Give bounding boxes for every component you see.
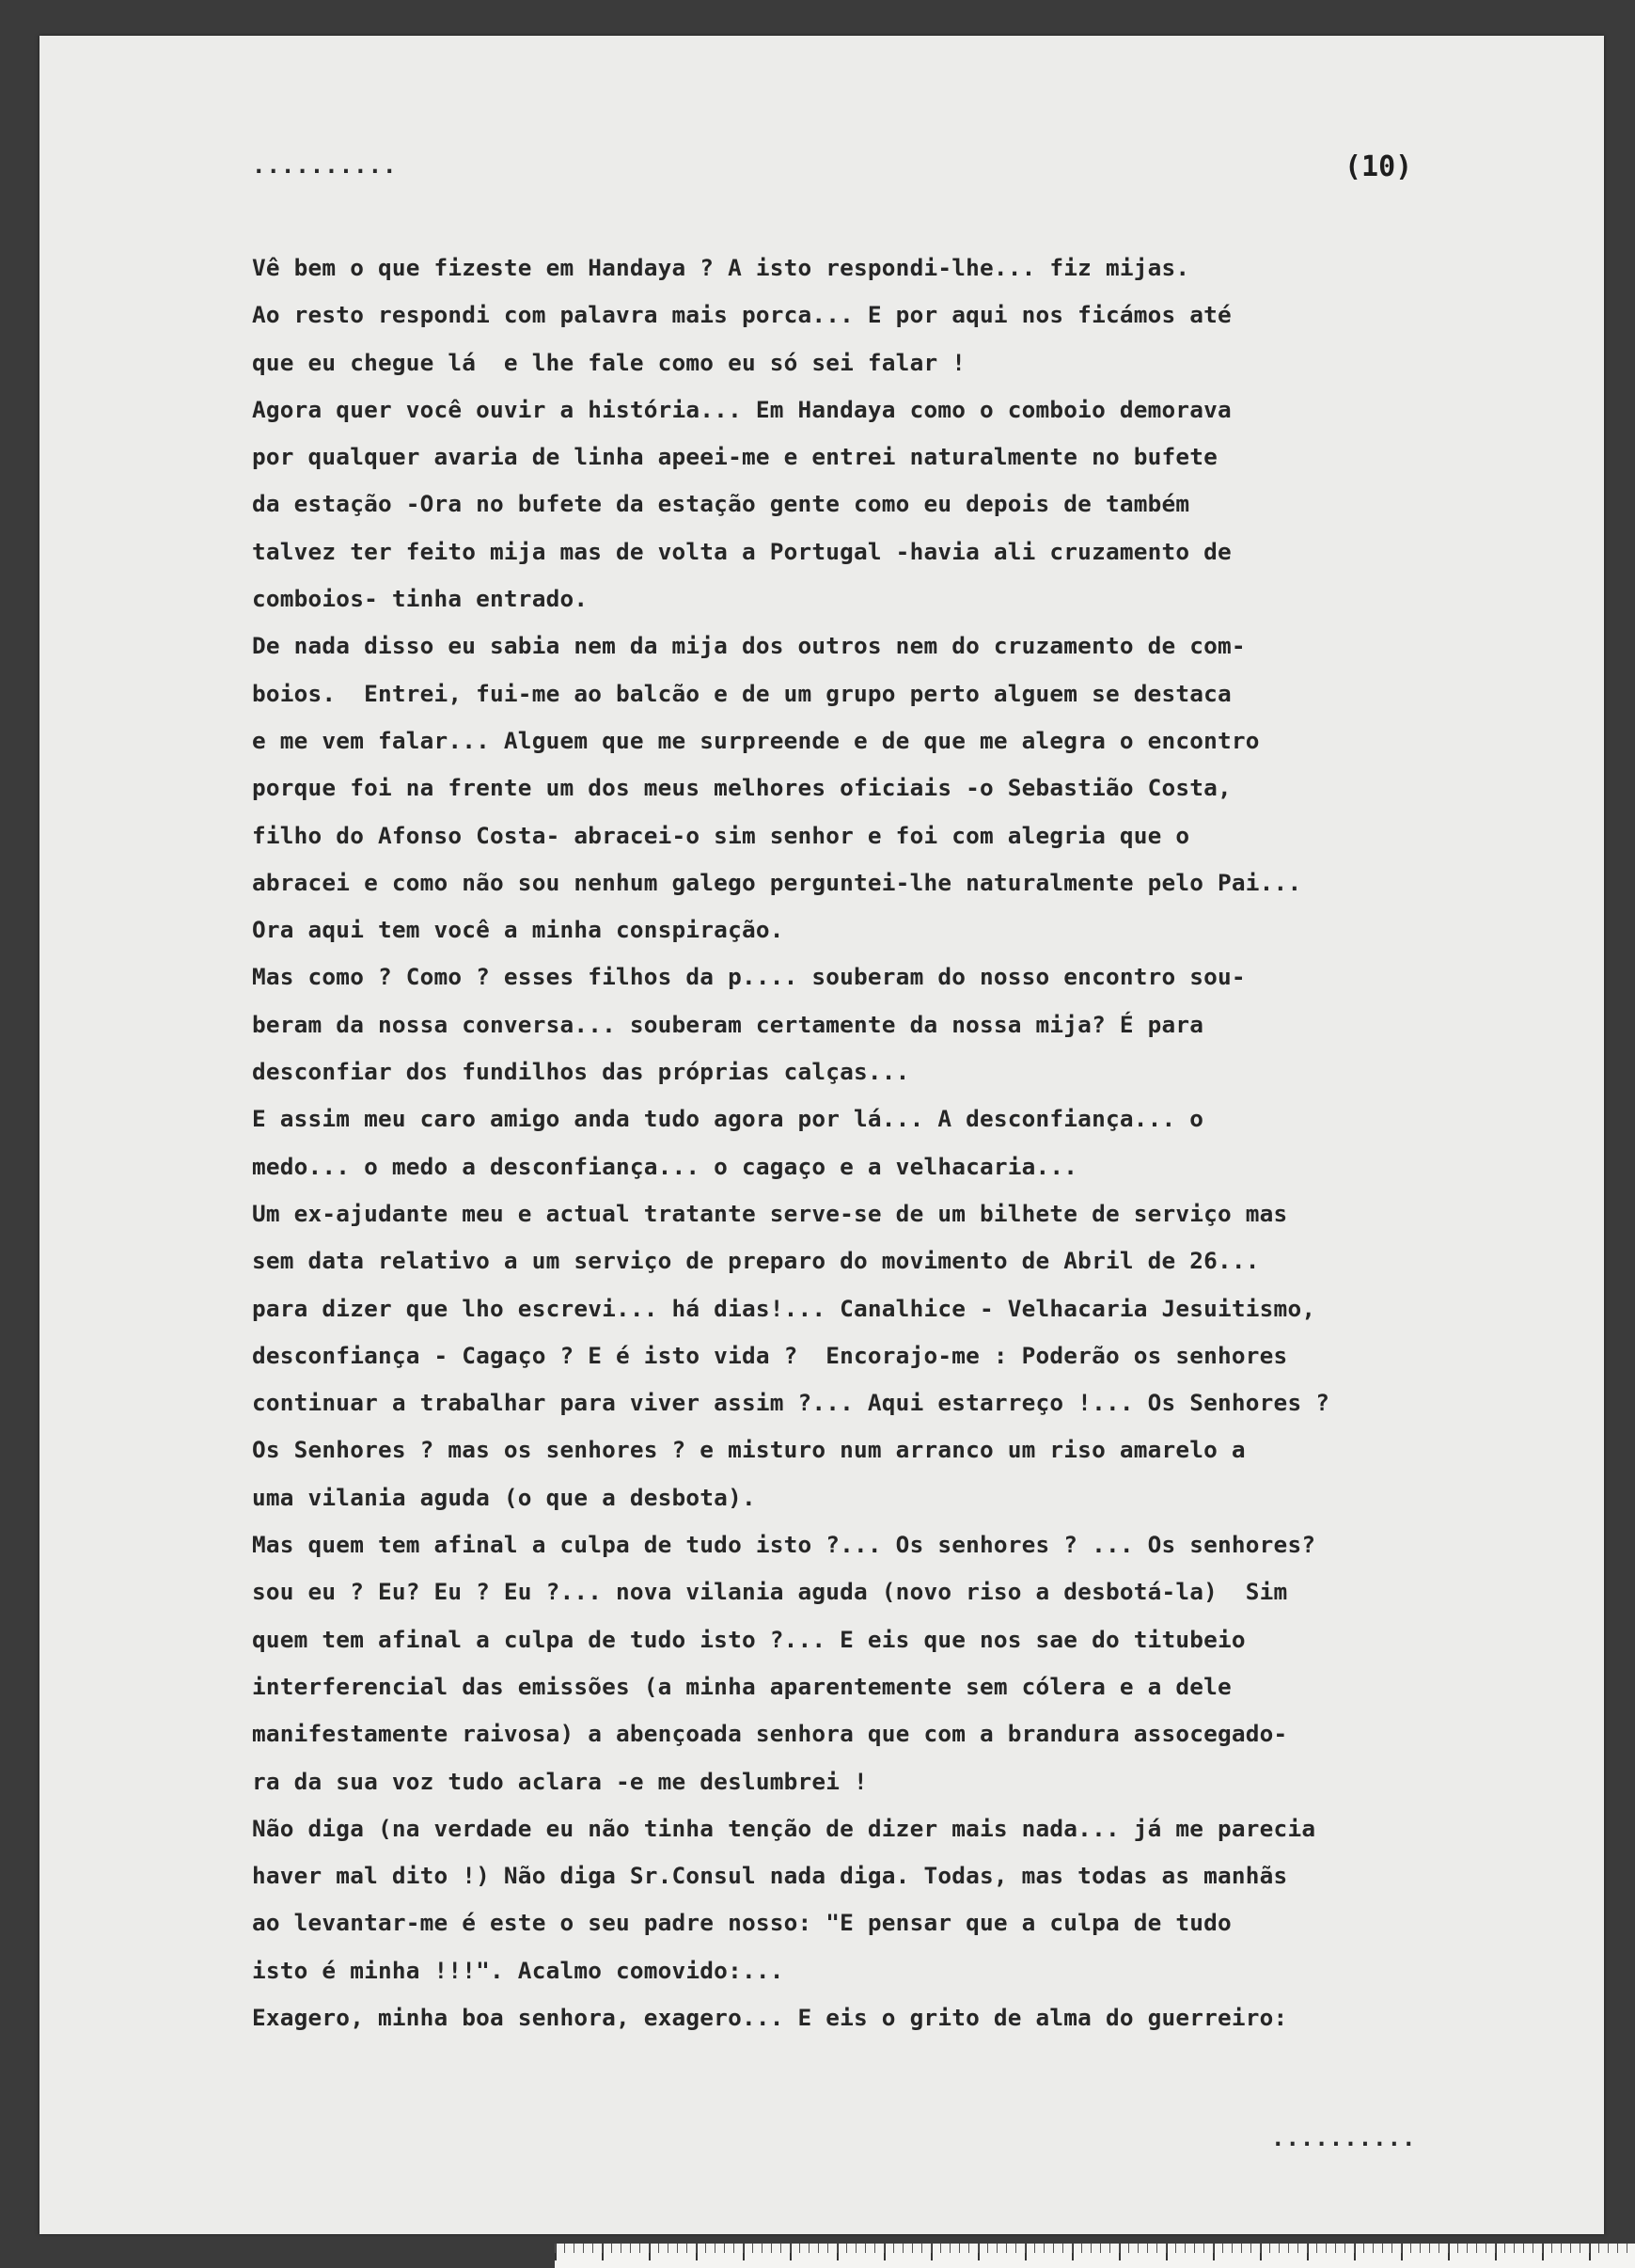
text-line: continuar a trabalhar para viver assim ?... Aqui estarreço !... Os Senhores ? (252, 1389, 1330, 1417)
text-line: medo... o medo a desconfiança... o cagaço e a velhacaria... (252, 1152, 1078, 1180)
text-line: ao levantar-me é este o seu padre nosso: "E pensar que a culpa de tudo (252, 1909, 1232, 1937)
text-line: uma vilania aguda (o que a desbota). (252, 1483, 756, 1511)
text-line: abracei e como não sou nenhum galego perguntei-lhe naturalmente pelo Pai... (252, 868, 1302, 896)
text-line: Ora aqui tem você a minha conspiração. (252, 916, 784, 944)
text-line: para dizer que lho escrevi... há dias!... Canalhice - Velhacaria Jesuitismo, (252, 1294, 1316, 1322)
text-line: Um ex-ajudante meu e actual tratante serve-se de um bilhete de serviço mas (252, 1199, 1288, 1227)
text-line: comboios- tinha entrado. (252, 585, 589, 613)
text-line: ra da sua voz tudo aclara -e me deslumbrei ! (252, 1767, 868, 1795)
header-continuation-marker: .......... (252, 152, 398, 179)
text-line: interferencial das emissões (a minha aparentemente sem cólera e a dele (252, 1672, 1232, 1700)
text-line: Mas quem tem afinal a culpa de tudo isto ?... Os senhores ? ... Os senhores? (252, 1531, 1316, 1559)
text-line: sou eu ? Eu? Eu ? Eu ?... nova vilania aguda (novo riso a desbotá-la) Sim (252, 1578, 1288, 1606)
text-line: beram da nossa conversa... souberam certamente da nossa mija? É para (252, 1010, 1204, 1038)
text-line: e me vem falar... Alguem que me surpreende e de que me alegra o encontro (252, 726, 1260, 754)
text-line: quem tem afinal a culpa de tudo isto ?... E eis que nos sae do titubeio (252, 1625, 1246, 1653)
text-line: talvez ter feito mija mas de volta a Portugal -havia ali cruzamento de (252, 537, 1232, 565)
text-line: por qualquer avaria de linha apeei-me e entrei naturalmente no bufete (252, 443, 1218, 471)
text-line: De nada disso eu sabia nem da mija dos outros nem do cruzamento de com- (252, 632, 1246, 660)
text-line: desconfiar dos fundilhos das próprias calças... (252, 1058, 910, 1086)
text-line: Exagero, minha boa senhora, exagero... E eis o grito de alma do guerreiro: (252, 2003, 1288, 2031)
text-line: sem data relativo a um serviço de preparo do movimento de Abril de 26... (252, 1247, 1260, 1275)
text-line: Não diga (na verdade eu não tinha tenção de dizer mais nada... já me parecia (252, 1814, 1316, 1842)
text-line: da estação -Ora no bufete da estação gente como eu depois de também (252, 490, 1190, 518)
text-line: boios. Entrei, fui-me ao balcão e de um grupo perto alguem se destaca (252, 679, 1232, 707)
text-line: que eu chegue lá e lhe fale como eu só sei falar ! (252, 348, 967, 376)
footer-continuation-marker: .......... (1271, 2125, 1417, 2151)
text-line: E assim meu caro amigo anda tudo agora por lá... A desconfiança... o (252, 1105, 1204, 1133)
ruler-ticks (555, 2244, 1635, 2268)
scale-ruler (555, 2244, 1635, 2268)
text-line: porque foi na frente um dos meus melhores oficiais -o Sebastião Costa, (252, 774, 1232, 802)
text-line: filho do Afonso Costa- abracei-o sim senhor e foi com alegria que o (252, 821, 1190, 849)
text-line: isto é minha !!!". Acalmo comovido:... (252, 1956, 784, 1984)
text-line: Vê bem o que fizeste em Handaya ? A isto respondi-lhe... fiz mijas. (252, 254, 1190, 281)
page-number: (10) (1344, 150, 1413, 183)
text-line: Os Senhores ? mas os senhores ? e misturo num arranco um riso amarelo a (252, 1436, 1246, 1464)
text-line: manifestamente raivosa) a abençoada senhora que com a brandura assocegado- (252, 1720, 1288, 1748)
text-line: desconfiança - Cagaço ? E é isto vida ? Encorajo-me : Poderão os senhores (252, 1341, 1288, 1369)
text-line: Mas como ? Como ? esses filhos da p.... souberam do nosso encontro sou- (252, 963, 1246, 991)
typewritten-body (252, 244, 1587, 2041)
text-line: Ao resto respondi com palavra mais porca... E por aqui nos ficámos até (252, 301, 1232, 329)
text-line: Agora quer você ouvir a história... Em Handaya como o comboio demorava (252, 395, 1232, 423)
text-line: haver mal dito !) Não diga Sr.Consul nada diga. Todas, mas todas as manhãs (252, 1862, 1288, 1890)
